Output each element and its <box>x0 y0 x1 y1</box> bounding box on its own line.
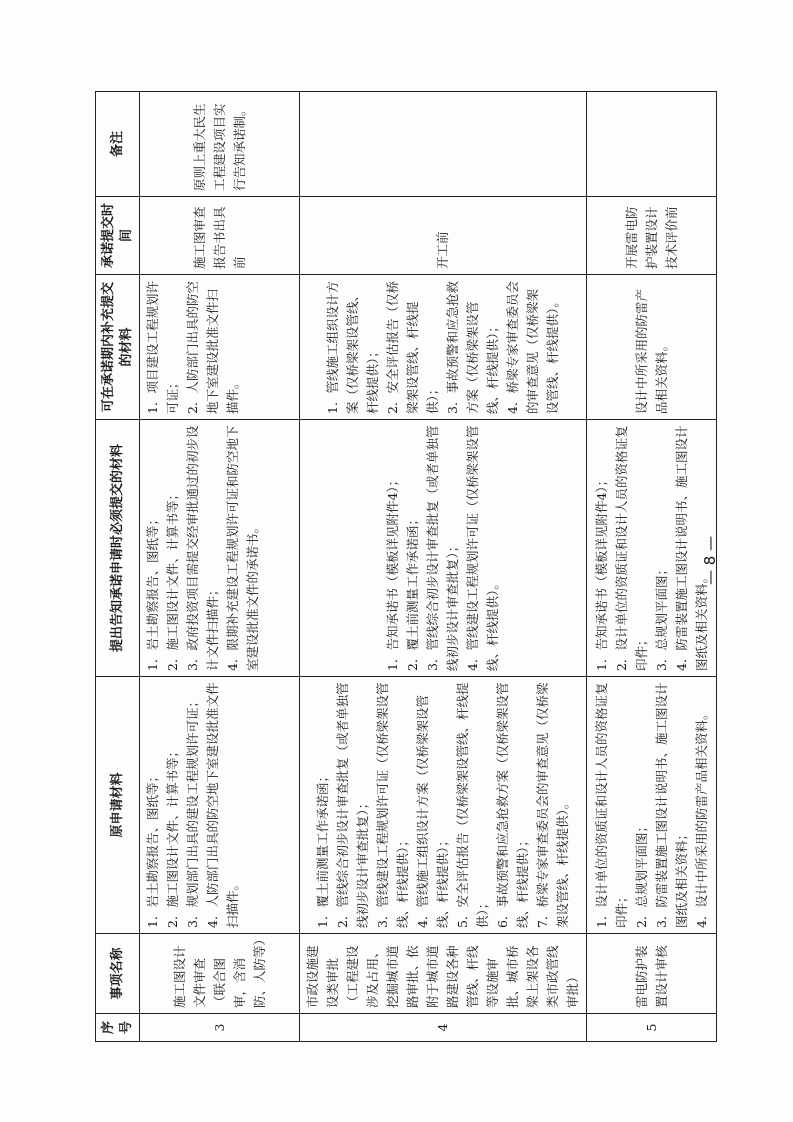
material-line: 4．人防部门出具的防空地下室建设批准文件扫描件。 <box>205 682 240 928</box>
row-seq: 5 <box>587 1014 717 1042</box>
header-name: 事项名称 <box>96 934 140 1014</box>
row-original-materials <box>587 677 717 934</box>
header-seq: 序号 <box>96 1014 140 1042</box>
page-number: — 8 — <box>701 535 719 585</box>
material-line: 2．总规划平面图； <box>633 820 649 928</box>
material-line: 2．管线综合初步设计审查批复（或者单独管线初步设计审查批复）； <box>335 682 370 928</box>
row-remark <box>587 92 717 197</box>
material-line: 1．管线施工组织设计方案（仅桥梁架设管线、杆线提供）； <box>325 281 380 414</box>
row-commit-time: 施工图审查报告书出具前 <box>140 197 300 275</box>
row-remark <box>300 92 587 197</box>
material-line: 4．管线施工组织设计方案（仅桥梁架设管线、杆线提供）； <box>415 695 450 928</box>
header-later: 可在承诺期内补充提交的材料 <box>96 275 140 420</box>
row-item-name: 市政设施建设类审批（工程建设涉及占用、挖掘城市道路审批、依附于城市道路建设各种管线、杆线等设施审批、城市桥梁上架设各类市政管线审批） <box>300 934 587 1014</box>
material-line: 4．桥梁专家审查委员会的审查意见（仅桥梁架设管线、杆线提供）。 <box>505 281 560 414</box>
material-line: 2．施工图设计文件、计算书等； <box>165 488 180 671</box>
material-line: 7．桥梁专家审查委员会的审查意见（仅桥梁架设管线、杆线提供）。 <box>535 682 570 928</box>
material-line: 2．人防部门出具的防空地下室建设批准文件扫描件。 <box>185 281 240 414</box>
material-line: 2．覆土前测量工作承诺函； <box>405 513 420 671</box>
material-line: 1．告知承诺书（模板详见附件4）； <box>385 473 400 671</box>
row-seq: 4 <box>300 1014 587 1042</box>
material-line: 2．施工图设计文件、计算书等； <box>165 745 180 928</box>
table-header-row <box>96 92 140 1042</box>
row-original-materials <box>300 677 587 934</box>
row-commit-time: 开工前 <box>300 197 587 275</box>
header-original: 原申请材料 <box>96 677 140 934</box>
material-line: 3．总规划平面图； <box>653 563 669 671</box>
header-time: 承诺提交时间 <box>96 197 140 275</box>
rotated-table-container <box>95 92 709 1042</box>
material-line: 3．管线建设工程规划许可证（仅桥梁架设管线、杆线提供）； <box>375 682 410 928</box>
material-line: 设计中所采用的防雷产品相关资料。 <box>633 288 669 414</box>
material-line: 5．安全评估报告（仅桥梁架设管线、杆线提供）； <box>455 682 490 928</box>
approval-items-table <box>95 91 717 1042</box>
material-line: 1．告知承诺书（模板详见附件4）； <box>593 473 609 671</box>
row-original-materials <box>140 677 300 934</box>
table-row <box>140 92 300 1042</box>
material-line: 1．项目建设工程规划许可证； <box>145 281 180 414</box>
row-item-name: 雷电防护装置设计审核 <box>587 934 717 1014</box>
material-line: 3．事故预警和应急抢救方案（仅桥梁架设管线、杆线提供）； <box>445 281 500 414</box>
material-line: 1．岩土勘察报告、图纸等； <box>145 513 160 671</box>
row-commit-time: 开展雷电防护装置设计技术评价前 <box>587 197 717 275</box>
row-seq: 3 <box>140 1014 300 1042</box>
header-remark: 备注 <box>96 92 140 197</box>
material-line: 2．安全评估报告（仅桥梁架设管线、杆线提供）； <box>385 281 440 414</box>
material-line: 1．覆土前测量工作承诺函； <box>315 770 330 928</box>
material-line: 4．防雷装置施工图设计说明书、施工图设计图纸及相关资料。 <box>673 425 709 671</box>
material-line: 1．设计单位的资质证和设计人员的资格证复印件； <box>593 682 629 928</box>
row-remark: 原则上重大民生工程建设项目实行告知承诺制。 <box>140 92 300 197</box>
material-line: 6．事故预警和应急抢救方案（仅桥梁架设管线、杆线提供）； <box>495 682 530 928</box>
row-submit-materials <box>140 420 300 677</box>
material-line: 3．管线综合初步设计审查批复（或者单独管线初步设计审查批复）； <box>425 425 460 671</box>
row-submit-materials <box>587 420 717 677</box>
row-later-materials <box>140 275 300 420</box>
table-row <box>300 92 587 1042</box>
material-line: 4．管线建设工程规划许可证（仅桥梁架设管线、杆线提供）。 <box>465 425 500 671</box>
row-item-name: 施工图设计文件审查（联合图审，含消防、人防等） <box>140 934 300 1014</box>
row-later-materials <box>300 275 587 420</box>
material-line: 3．规划部门出具的建设工程规划许可证； <box>185 695 200 928</box>
row-later-materials <box>587 275 717 420</box>
row-submit-materials <box>300 420 587 677</box>
header-submit: 提出告知承诺申请时必须提交的材料 <box>96 420 140 677</box>
material-line: 3．防雷装置施工图设计说明书、施工图设计图纸及相关资料； <box>653 682 689 928</box>
material-line: 3．政府投资项目需提交经审批通过的初步设计文件扫描件； <box>185 425 220 671</box>
material-line: 4．限期补充建设工程规划许可证和防空地下室建设批准文件的承诺书。 <box>225 425 260 671</box>
material-line: 4．设计中所采用的防雷产品相关资料。 <box>693 707 709 928</box>
material-line: 1．岩土勘察报告、图纸等； <box>145 770 160 928</box>
material-line: 2．设计单位的资质证和设计人员的资格证复印件； <box>613 425 649 671</box>
